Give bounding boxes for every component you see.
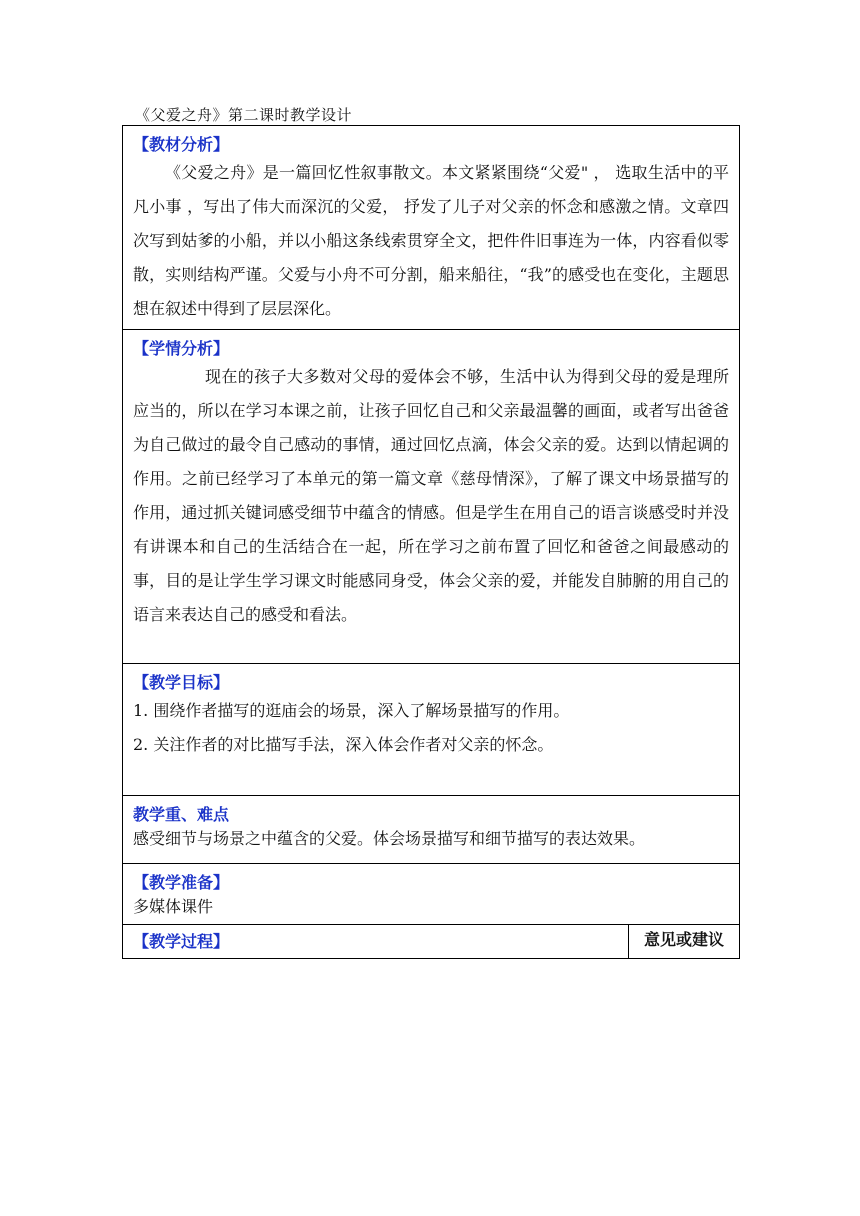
- student-analysis-heading: 【学情分析】: [133, 339, 230, 358]
- preparation-text: 多媒体课件: [133, 897, 214, 916]
- advice-column-header: 意见或建议: [643, 930, 724, 949]
- teaching-goals-row: [123, 664, 740, 796]
- teaching-process-row: [123, 925, 740, 959]
- document-title: 《父爱之舟》第二课时教学设计: [135, 106, 353, 124]
- key-points-row: [123, 796, 740, 864]
- key-points-heading: 教学重、难点: [133, 805, 230, 824]
- preparation-heading: 【教学准备】: [133, 873, 230, 892]
- student-analysis-text: 现在的孩子大多数对父母的爱体会不够，生活中认为得到父母的爱是理所应当的，所以在学习本课之前，让孩子回忆自己和父亲最温馨的画面，或者写出爸爸为自己做过的最令自己感动的事情，通过回忆点滴，体会父亲的爱。达到以情起调的作用。之前已经学习了本单元的第一篇文章《慈母情深》，了解了课文中场景描写的作用，通过抓关键词感受细节中蕴含的情感。但是学生在用自己的语言谈感受时并没有讲课本和自己的生活结合在一起，所在学习之前布置了回忆和爸爸之间最感动的事，目的是让学生学习课文时能感同身受，体会父亲的爱，并能发自肺腑的用自己的语言来表达自己的感受和看法。: [133, 367, 729, 624]
- lesson-plan-table: [122, 125, 740, 959]
- material-analysis-heading: 【教材分析】: [133, 135, 230, 154]
- key-points-text: 感受细节与场景之中蕴含的父爱。体会场景描写和细节描写的表达效果。: [133, 829, 646, 848]
- teaching-process-heading: 【教学过程】: [133, 932, 230, 951]
- material-analysis-text: 《父爱之舟》是一篇回忆性叙事散文。本文紧紧围绕“父爱" ， 选取生活中的平凡小事 ，写出了伟大而深沉的父爱， 抒发了儿子对父亲的怀念和感激之情。文章四次写到姑爹的小船，并以小船这条线索贯穿全文，把件件旧事连为一体，内容看似零散，实则结构严谨。父爱与小舟不可分割，船来船往，“我”的感受也在变化，主题思想在叙述中得到了层层深化。: [133, 163, 729, 318]
- goal-item: 1. 围绕作者描写的逛庙会的场景，深入了解场景描写的作用。: [133, 701, 570, 720]
- goal-item: 2. 关注作者的对比描写手法，深入体会作者对父亲的怀念。: [133, 735, 554, 754]
- preparation-row: [123, 864, 740, 925]
- student-analysis-row: [123, 330, 740, 664]
- material-analysis-row: [123, 126, 740, 330]
- teaching-goals-heading: 【教学目标】: [133, 673, 230, 692]
